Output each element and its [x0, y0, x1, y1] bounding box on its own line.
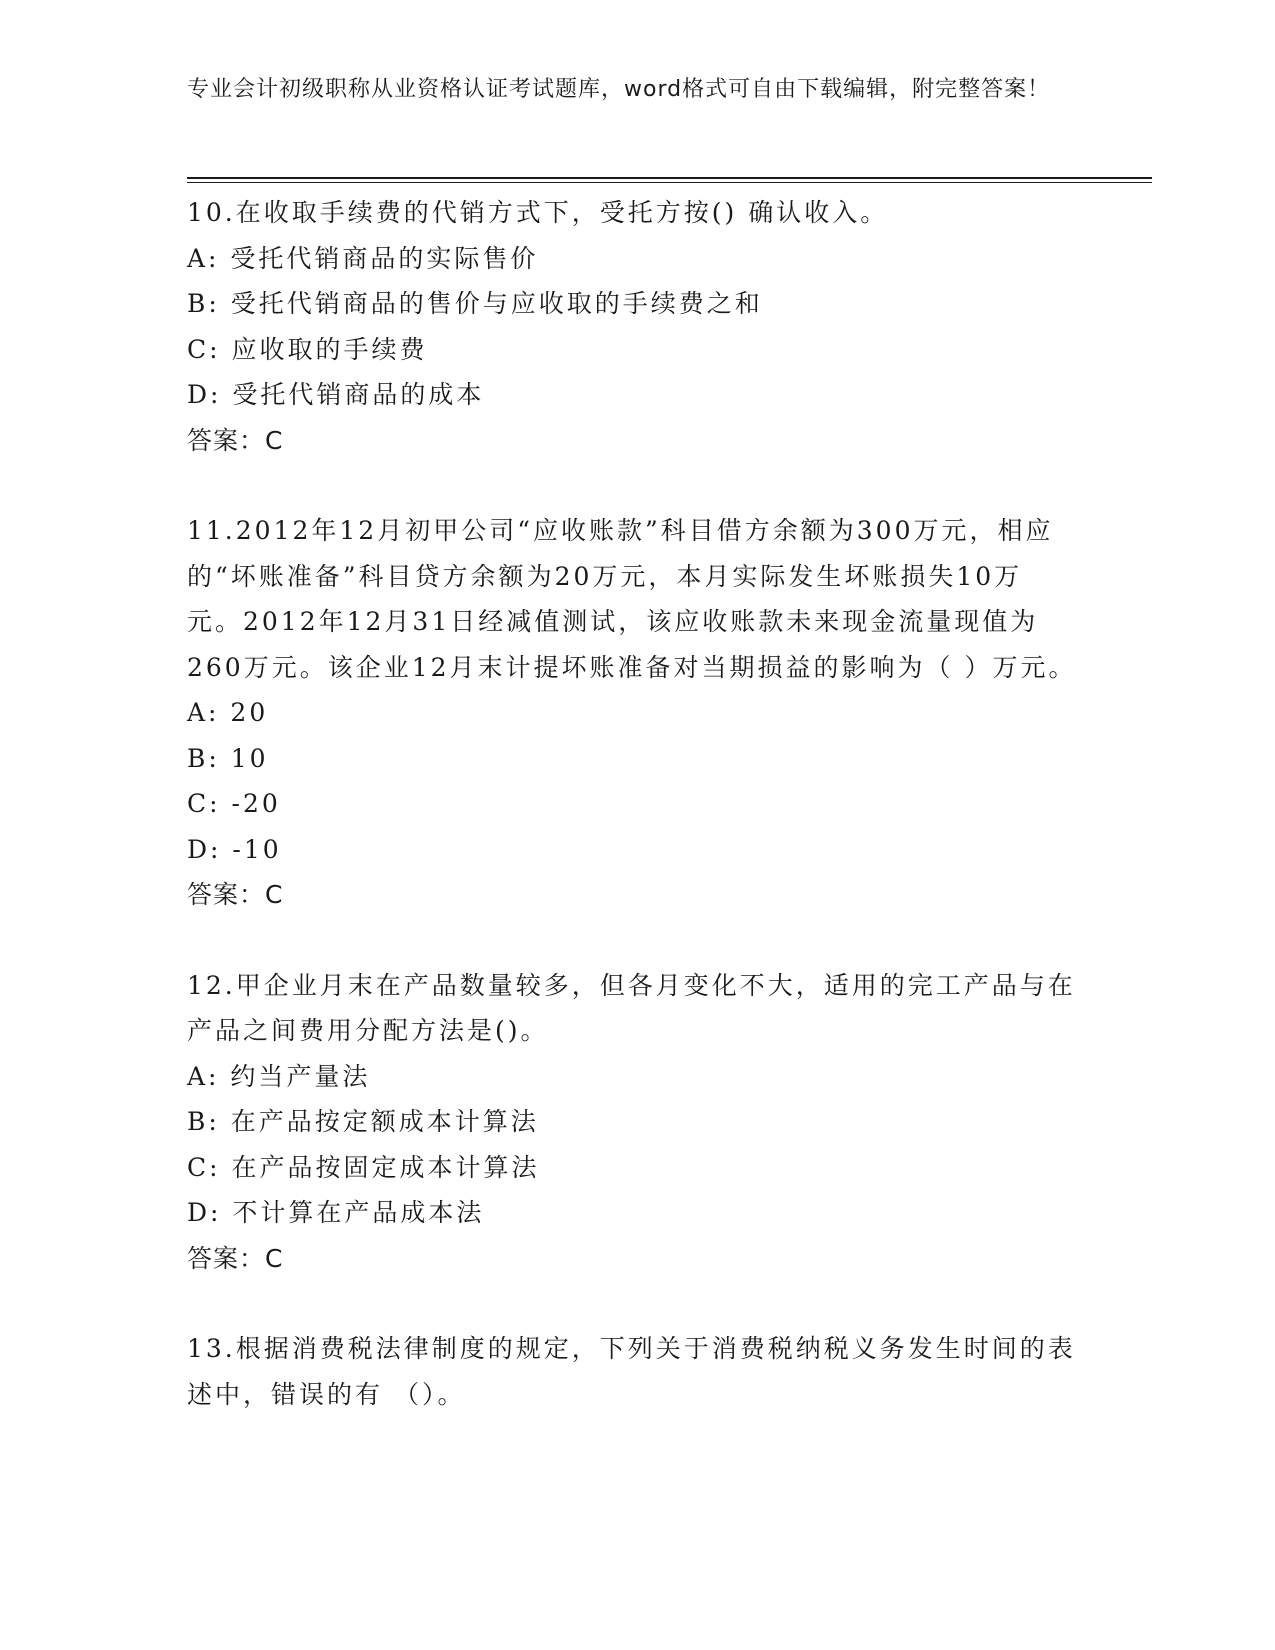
header-text: 专业会计初级职称从业资格认证考试题库，word格式可自由下载编辑，附完整答案！: [187, 77, 1051, 102]
question-stem: 11.2012年12月初甲公司“应收账款”科目借方余额为300万元，相应的“坏账准备”科目贷方余额为20万元，本月实际发生坏账损失10万元。2012年12月31日经减值测试，该应收账款未来现金流量现值为260万元。该企业12月末计提坏账准备对当期损益的影响为（ ）万元。: [187, 516, 1077, 682]
option-a: A: 20: [187, 698, 269, 727]
option-c: C: 应收取的手续费: [187, 334, 428, 364]
question-12: [187, 963, 1077, 1282]
option-d: D: 不计算在产品成本法: [187, 1198, 485, 1227]
question-list: [187, 190, 1077, 1462]
option-b: B: 10: [187, 743, 269, 773]
question-stem: 13.根据消费税法律制度的规定，下列关于消费税纳税义务发生时间的表述中，错误的有 （）。: [187, 1334, 1076, 1409]
question-stem: 12.甲企业月末在产品数量较多，但各月变化不大，适用的完工产品与在产品之间费用分配方法是()。: [187, 970, 1076, 1045]
option-c: C: -20: [187, 789, 281, 818]
header-divider-thin: [187, 182, 1152, 183]
answer: 答案：C: [187, 880, 284, 909]
option-b: B: 受托代销商品的售价与应收取的手续费之和: [187, 289, 763, 318]
answer: 答案：C: [187, 425, 284, 455]
header-divider: [187, 177, 1152, 179]
option-c: C: 在产品按固定成本计算法: [187, 1152, 540, 1182]
answer: 答案：C: [187, 1243, 284, 1273]
option-b: B: 在产品按定额成本计算法: [187, 1107, 539, 1136]
option-a: A: 约当产量法: [187, 1061, 371, 1091]
question-10: [187, 190, 1077, 463]
option-d: D: 受托代销商品的成本: [187, 380, 485, 409]
question-11: [187, 508, 1077, 918]
question-13: [187, 1326, 1077, 1417]
option-d: D: -10: [187, 834, 282, 864]
option-a: A: 受托代销商品的实际售价: [187, 243, 539, 273]
question-stem: 10.在收取手续费的代销方式下，受托方按() 确认收入。: [187, 198, 889, 227]
